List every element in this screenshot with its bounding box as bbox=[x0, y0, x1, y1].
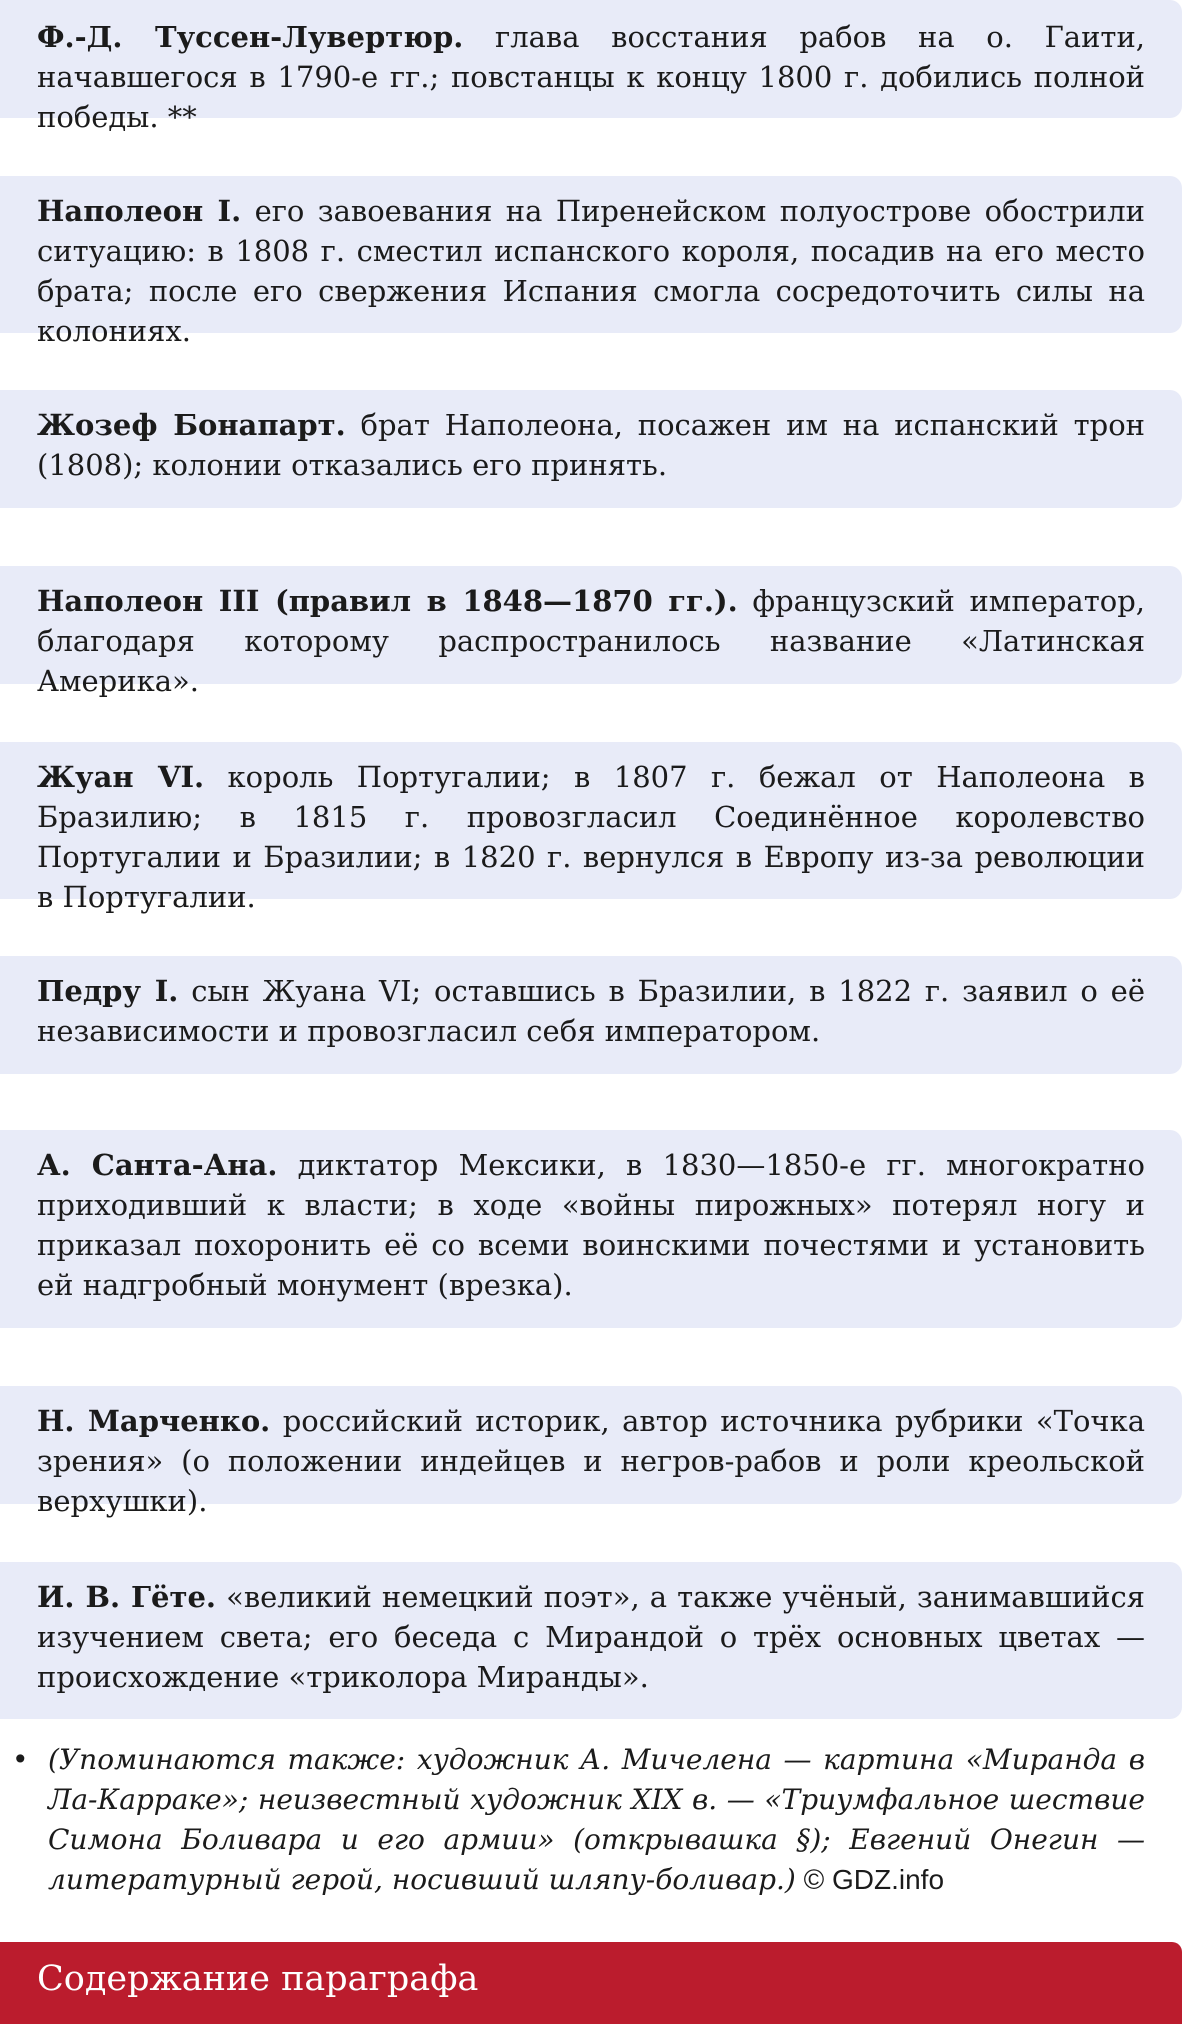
entry-name: И. В. Гёте. bbox=[37, 1580, 216, 1614]
paragraph-contents-button[interactable] bbox=[0, 1942, 1182, 2024]
entry-goethe bbox=[0, 1562, 1182, 1719]
entry-pedro-i bbox=[0, 956, 1182, 1074]
entry-description: король Португалии; в 1807 г. бежал от Наполеона в Бразилию; в 1815 г. провозгласил Соединённое королевство Португалии и Бразилии; в 1820 г. вернулся в Европу из-за революции в Португалии. bbox=[37, 760, 1145, 914]
entry-description: его завоевания на Пиренейском полуострове обострили ситуацию: в 1808 г. сместил испанского короля, посадив на его место брата; после его свержения Испания смогла сосредоточить силы на колониях. bbox=[37, 194, 1145, 348]
entry-description: российский историк, автор источника рубрики «Точка зрения» (о положении индейцев и негров-рабов и роли креольской верхушки). bbox=[37, 1404, 1146, 1518]
copyright-text: © GDZ.info bbox=[795, 1864, 945, 1895]
entry-text bbox=[37, 581, 1145, 701]
entry-description: диктатор Мексики, в 1830—1850-е гг. многократно приходивший к власти; в ходе «войны пирожных» потерял ногу и приказал похоронить её со всеми воинскими почестями и установить ей надгробный монумент (врезка). bbox=[37, 1148, 1145, 1302]
entry-name: Наполеон I. bbox=[37, 194, 242, 228]
entry-text bbox=[37, 1401, 1145, 1521]
entry-text bbox=[37, 757, 1145, 917]
entry-text bbox=[37, 17, 1145, 137]
entry-description: «великий немецкий поэт», а также учёный, занимавшийся изучением света; его беседа с Мирандой о трёх основных цветах — происхождение «триколора Миранды». bbox=[37, 1580, 1145, 1694]
entry-description: французский император, благодаря которому распространилось название «Латинская Америка». bbox=[37, 584, 1145, 698]
entry-name: Жозеф Бонапарт. bbox=[37, 408, 346, 442]
entry-text bbox=[37, 1145, 1145, 1305]
entry-napoleon-i bbox=[0, 176, 1182, 348]
also-mentioned-note bbox=[0, 1740, 1182, 1900]
entry-joseph-bonaparte bbox=[0, 390, 1182, 508]
entry-text bbox=[37, 405, 1145, 485]
entry-napoleon-iii bbox=[0, 566, 1182, 698]
entry-text bbox=[37, 971, 1145, 1051]
entry-name: А. Санта-Ана. bbox=[37, 1148, 278, 1182]
entry-joao-vi bbox=[0, 742, 1182, 914]
entry-name: Ф.-Д. Туссен-Лувертюр. bbox=[37, 20, 464, 54]
entry-description: глава восстания рабов на о. Гаити, начавшегося в 1790-е гг.; повстанцы к концу 1800 г. добились полной победы. ** bbox=[37, 20, 1145, 134]
entry-text bbox=[37, 1577, 1145, 1697]
entry-description: брат Наполеона, посажен им на испанский трон (1808); колонии отказались его принять. bbox=[37, 408, 1145, 482]
entry-name: Н. Марченко. bbox=[37, 1404, 271, 1438]
paragraph-contents-label: Содержание параграфа bbox=[37, 1959, 479, 1999]
note-body: (Упоминаются также: художник А. Мичелена — картина «Миранда в Ла-Карраке»; неизвестный художник XIX в. — «Триумфальное шествие Симона Боливара и его армии» (открывашка §); Евгений Онегин — литературный герой, носивший шляпу-боливар.) bbox=[48, 1743, 1145, 1896]
entry-marchenko bbox=[0, 1386, 1182, 1518]
entry-description: сын Жуана VI; оставшись в Бразилии, в 1822 г. заявил о её независимости и провозгласил себя императором. bbox=[37, 974, 1145, 1048]
entry-santa-anna bbox=[0, 1130, 1182, 1328]
entry-text bbox=[37, 191, 1145, 351]
note-text bbox=[48, 1740, 1145, 1900]
bullet-icon: • bbox=[12, 1743, 29, 1776]
entry-name: Жуан VI. bbox=[37, 760, 205, 794]
entry-toussaint-louverture bbox=[0, 0, 1182, 134]
entry-name: Педру I. bbox=[37, 974, 179, 1008]
entry-name: Наполеон III (правил в 1848—1870 гг.). bbox=[37, 584, 738, 618]
